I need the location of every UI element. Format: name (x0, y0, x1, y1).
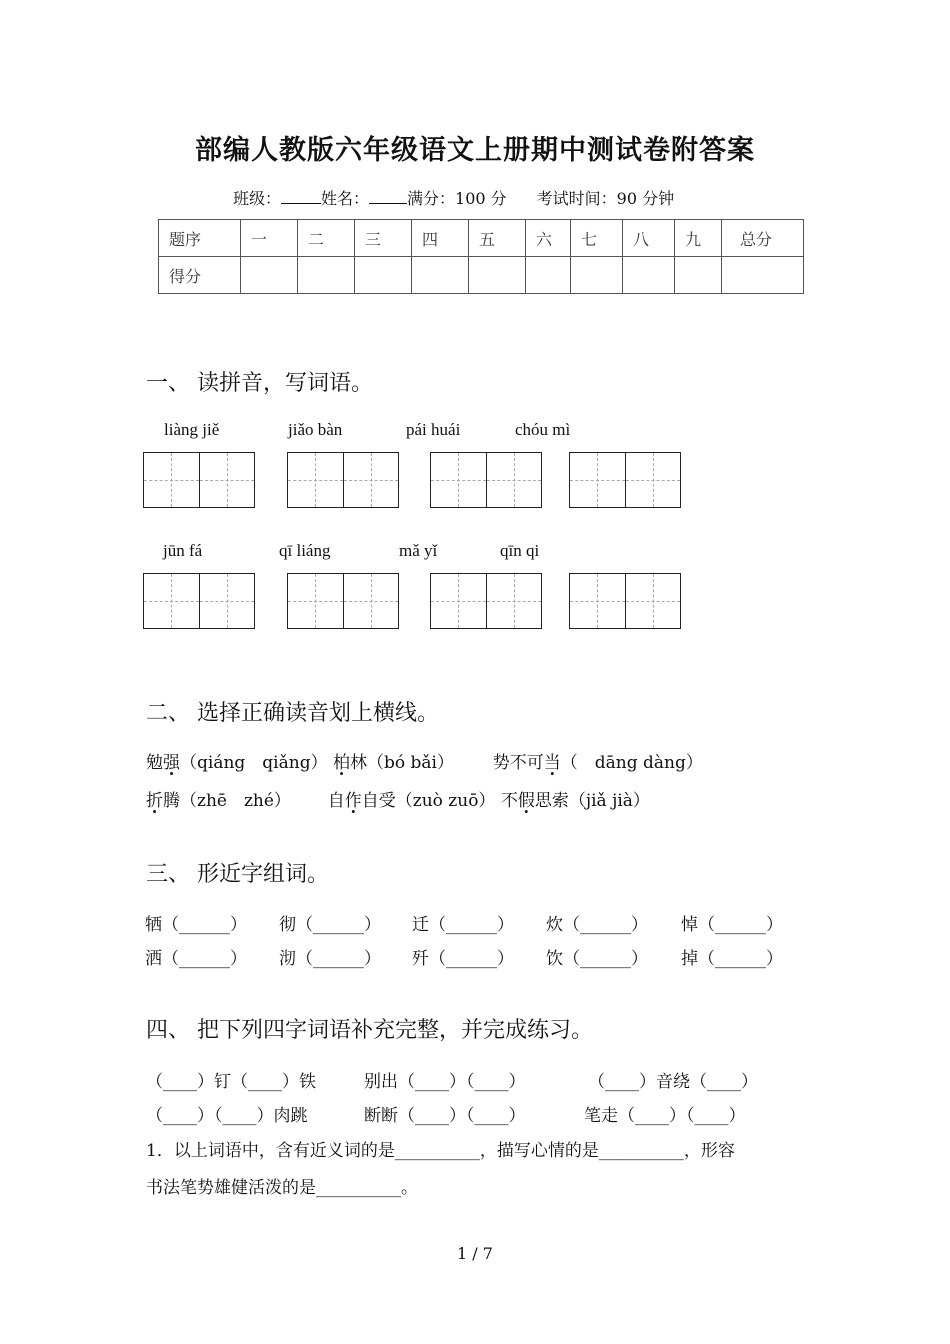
score-row-label: 得分 (159, 257, 241, 294)
word-char: 势不可 (492, 753, 544, 773)
writing-grid[interactable] (569, 452, 681, 508)
name-label: 姓名： (321, 189, 370, 208)
pinyin-options[interactable]: （qiáng qiǎng） (180, 753, 328, 773)
section-1-heading: 一、 读拼音，写词语。 (146, 371, 373, 396)
exam-info (233, 186, 674, 209)
table-header-cell: 总分 (722, 220, 804, 257)
word-char: 勉 (146, 753, 163, 773)
word-blank[interactable]: 沏（______） (279, 949, 381, 969)
writing-grid[interactable] (143, 452, 255, 508)
writing-grid[interactable] (287, 452, 399, 508)
pinyin-label: qīn qi (500, 541, 540, 560)
table-header-cell: 四 (412, 220, 469, 257)
pinyin-label: jūn fá (163, 541, 203, 560)
table-header-cell: 题序 (159, 220, 241, 257)
section-2-heading: 二、 选择正确读音划上横线。 (146, 701, 439, 726)
dotted-char: 假 (517, 791, 535, 811)
score-cell[interactable] (241, 257, 298, 294)
dotted-char: 强 (163, 753, 180, 773)
section-4-heading: 四、 把下列四字词语补充完整，并完成练习。 (146, 1018, 593, 1043)
idiom-blank[interactable]: （____）音绕（____） (588, 1072, 758, 1092)
word-blank[interactable]: 迁（______） (412, 915, 514, 935)
score-cell[interactable] (412, 257, 469, 294)
class-blank (281, 189, 321, 204)
word-blank[interactable]: 歼（______） (412, 949, 514, 969)
score-cell[interactable] (355, 257, 412, 294)
word-blank[interactable]: 掉（______） (681, 949, 783, 969)
full-score: 满分：100 分 (407, 189, 507, 208)
table-header-cell: 一 (241, 220, 298, 257)
idiom-blank[interactable]: （____）（____）肉跳 (146, 1106, 308, 1126)
writing-grid[interactable] (569, 573, 681, 629)
idiom-blank[interactable]: 断断（____）（____） (364, 1106, 526, 1126)
score-table (158, 219, 804, 294)
dotted-char: 折 (146, 791, 163, 811)
idiom-blank[interactable]: 别出（____）（____） (364, 1072, 526, 1092)
pinyin-label: pái huái (406, 420, 461, 439)
writing-grid[interactable] (287, 573, 399, 629)
word-blank[interactable]: 彻（______） (279, 915, 381, 935)
reading-choice-line (146, 786, 650, 811)
pinyin-options[interactable]: 自受（zuò zuō） (361, 791, 496, 811)
exam-time: 考试时间：90 分钟 (536, 189, 675, 208)
dotted-char: 柏 (332, 753, 350, 773)
score-cell[interactable] (571, 257, 623, 294)
score-cell[interactable] (623, 257, 675, 294)
name-blank (369, 189, 407, 204)
pinyin-label: qī liáng (279, 541, 331, 560)
word-blank[interactable]: 牺（______） (145, 915, 247, 935)
score-cell[interactable] (298, 257, 355, 294)
page-title: 部编人教版六年级语文上册期中测试卷附答案 (195, 135, 755, 166)
idiom-blank[interactable]: 笔走（____）（____） (584, 1106, 746, 1126)
writing-grid[interactable] (143, 573, 255, 629)
score-cell[interactable] (722, 257, 804, 294)
writing-grid[interactable] (430, 573, 542, 629)
section-3-heading: 三、 形近字组词。 (146, 862, 329, 887)
score-cell[interactable] (469, 257, 526, 294)
table-header-cell: 八 (623, 220, 675, 257)
page-number: 1 / 7 (457, 1244, 493, 1263)
word-char: 自 (327, 791, 345, 811)
score-cell[interactable] (675, 257, 722, 294)
table-header-cell: 七 (571, 220, 623, 257)
word-blank[interactable]: 洒（______） (145, 949, 247, 969)
dotted-char: 作 (344, 791, 362, 811)
pinyin-label: jiǎo bàn (288, 420, 343, 439)
table-header-cell: 六 (526, 220, 571, 257)
writing-grid[interactable] (430, 452, 542, 508)
pinyin-label: liàng jiě (164, 420, 220, 439)
pinyin-options[interactable]: 林（bó bǎi） (349, 753, 454, 773)
question-1-line-2[interactable]: 书法笔势雄健活泼的是__________。 (146, 1178, 418, 1198)
reading-choice-line (146, 748, 703, 773)
pinyin-options[interactable]: （ dāng dàng） (560, 753, 703, 773)
table-header-cell: 九 (675, 220, 722, 257)
pinyin-options[interactable]: 思索（jiǎ jià） (534, 791, 650, 811)
pinyin-label: chóu mì (515, 420, 571, 439)
pinyin-label: mǎ yǐ (399, 541, 438, 560)
score-table-header-row (159, 220, 804, 257)
idiom-blank[interactable]: （____）钉（____）铁 (146, 1072, 316, 1092)
class-label: 班级： (233, 189, 282, 208)
table-header-cell: 五 (469, 220, 526, 257)
dotted-char: 当 (543, 753, 561, 773)
question-1-line-1[interactable]: 1．以上词语中，含有近义词的是__________，描写心情的是__________，形容 (146, 1141, 735, 1161)
word-blank[interactable]: 悼（______） (681, 915, 783, 935)
score-table-score-row (159, 257, 804, 294)
table-header-cell: 二 (298, 220, 355, 257)
pinyin-options[interactable]: 腾（zhē zhé） (163, 791, 291, 811)
word-blank[interactable]: 饮（______） (546, 949, 648, 969)
score-cell[interactable] (526, 257, 571, 294)
word-char: 不 (500, 791, 518, 811)
table-header-cell: 三 (355, 220, 412, 257)
word-blank[interactable]: 炊（______） (546, 915, 648, 935)
